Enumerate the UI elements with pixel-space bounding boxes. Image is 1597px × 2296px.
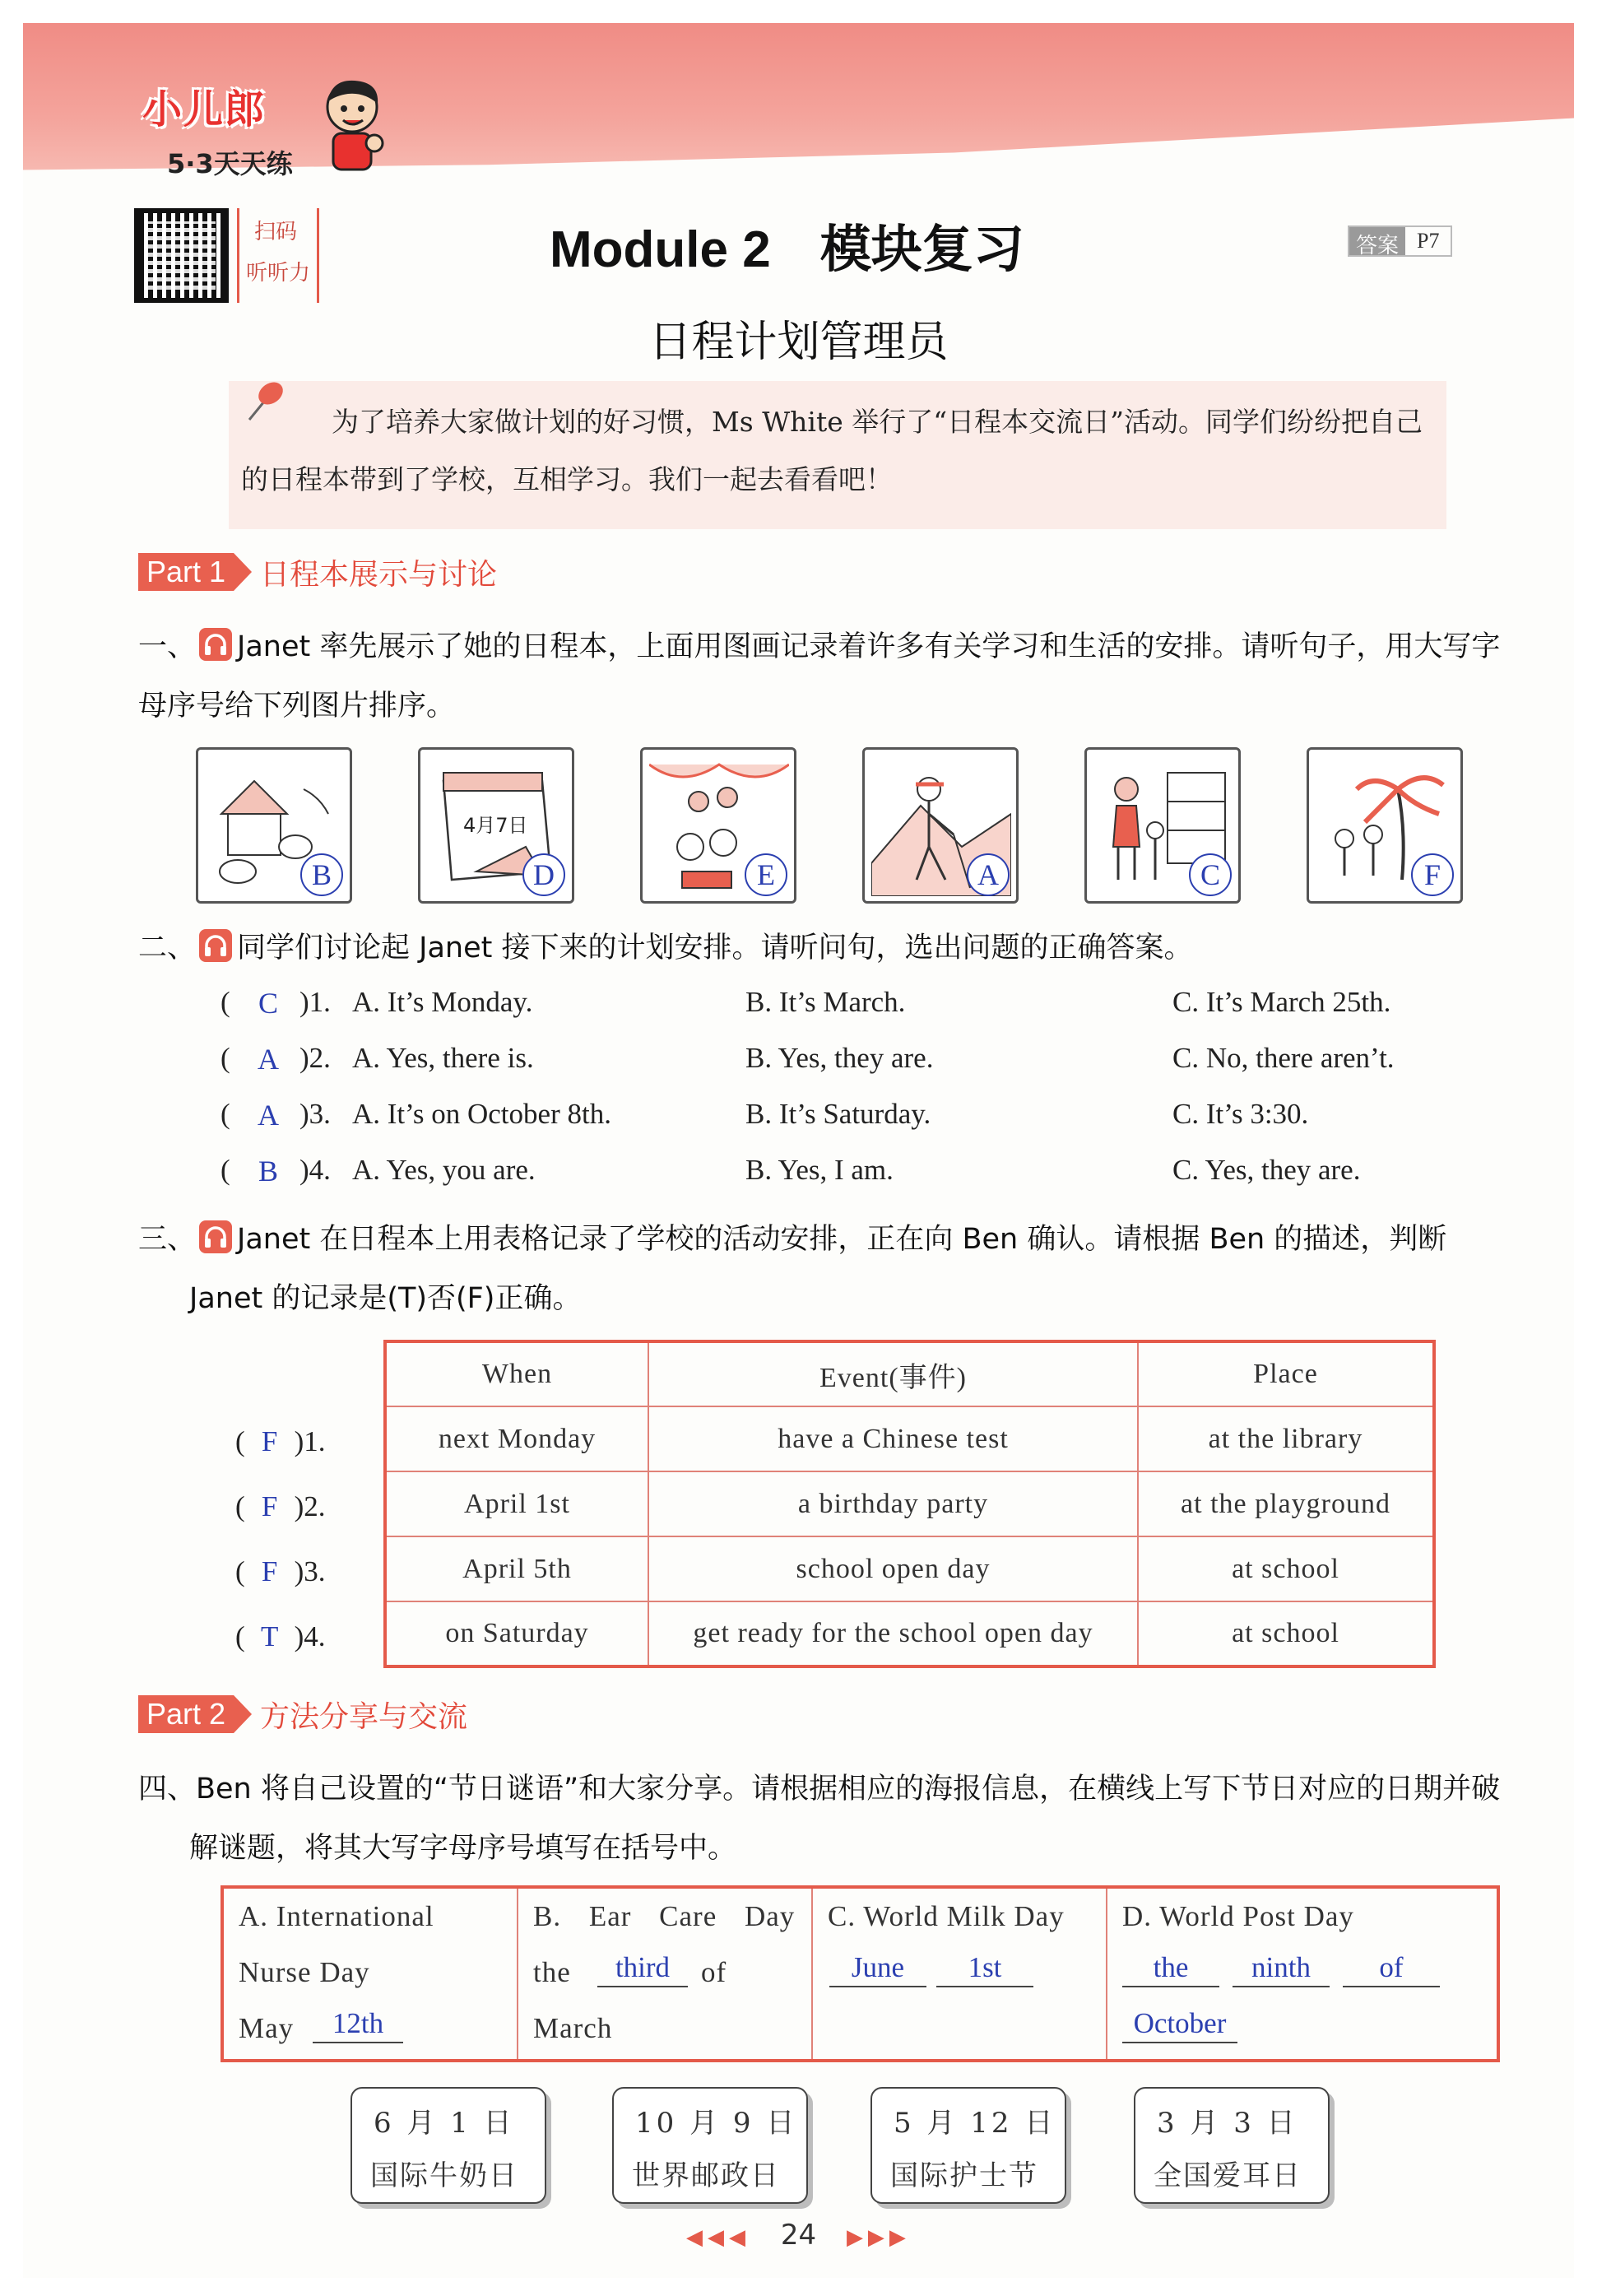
q2-item	[221, 986, 1504, 1035]
picture-shopping	[1084, 747, 1241, 904]
tf-number: )3.	[294, 1555, 326, 1587]
picture-answer: A	[967, 853, 1010, 896]
part2-tag: Part 2	[138, 1695, 234, 1733]
option-a: A. Yes, you are.	[352, 1154, 536, 1186]
picture-answer: E	[745, 853, 787, 896]
q2-answer: C	[258, 987, 278, 1020]
open-bracket: (	[221, 1042, 230, 1074]
table-row	[385, 1536, 1434, 1601]
riddle-line: Nurse Day	[239, 1956, 370, 1988]
picture-answer: D	[522, 853, 565, 896]
tf-answer: F	[261, 1555, 278, 1587]
module-title-cn: 模块复习	[819, 221, 1024, 278]
option-b: B. Yes, I am.	[745, 1154, 894, 1186]
option-c: C. Yes, they are.	[1172, 1154, 1361, 1186]
q4-text: Ben 将自己设置的“节日谜语”和大家分享。请根据相应的海报信息，在横线上写下节日对应的日期并破解谜题，将其大写字母序号填写在括号中。	[189, 1773, 1501, 1865]
picture-farm	[196, 747, 352, 904]
open-bracket: (	[221, 986, 230, 1018]
section-subtitle: 日程计划管理员	[648, 318, 949, 367]
question-4	[138, 1759, 1504, 1878]
answer-blank[interactable]: 1st	[936, 1951, 1033, 1987]
holiday-name: 世界邮政日	[632, 2159, 780, 2192]
riddle-cell-d	[1107, 1889, 1497, 2059]
riddle-line: May	[239, 2012, 295, 2044]
tf-answer: F	[261, 1490, 278, 1522]
tf-answer: F	[261, 1425, 278, 1457]
table-cell: April 1st	[385, 1471, 648, 1536]
tf-answer: T	[260, 1620, 279, 1652]
q2-item-number: )2.	[299, 1042, 331, 1074]
riddle-line: the	[533, 1956, 571, 1988]
part1-heading	[138, 551, 497, 593]
q1-number: 一、	[138, 630, 197, 663]
table-cell: on Saturday	[385, 1601, 648, 1666]
table-row	[385, 1406, 1434, 1471]
holiday-card	[1134, 2087, 1330, 2204]
answer-page: P7	[1417, 229, 1440, 253]
picture-party	[640, 747, 796, 904]
answer-blank[interactable]: third	[597, 1951, 688, 1987]
q3-number: 三、	[138, 1223, 197, 1256]
riddle-cell-a	[224, 1889, 518, 2059]
holiday-card	[351, 2087, 546, 2204]
brand-name: 小儿郎	[142, 86, 267, 132]
holiday-name: 全国爱耳日	[1154, 2159, 1302, 2192]
tf-number: )4.	[294, 1620, 326, 1652]
headphones-icon	[199, 929, 232, 962]
table-cell: April 5th	[385, 1536, 648, 1601]
table-cell: at school	[1138, 1536, 1434, 1601]
right-arrows-icon: ▶▶▶	[846, 2225, 911, 2250]
option-c: C. It’s March 25th.	[1172, 986, 1391, 1018]
qr-code-icon[interactable]	[134, 208, 229, 303]
question-1	[138, 617, 1504, 736]
holiday-name: 国际牛奶日	[370, 2159, 518, 2192]
module-title-en: Module 2	[550, 221, 771, 278]
answer-blank[interactable]: June	[829, 1951, 926, 1987]
q2-item	[221, 1098, 1504, 1147]
tf-item: ( F )3.	[235, 1539, 326, 1604]
tf-item: ( F )2.	[235, 1474, 326, 1539]
q3-text: Janet 在日程本上用表格记录了学校的活动安排，正在向 Ben 确认。请根据 Ben 的描述，判断 Janet 的记录是(T)否(F)正确。	[189, 1223, 1447, 1315]
q2-answer: A	[258, 1043, 279, 1076]
holiday-date: 6 月 1 日	[374, 2107, 515, 2140]
holiday-date: 3 月 3 日	[1157, 2107, 1298, 2140]
q2-number: 二、	[138, 932, 197, 964]
column-header: Place	[1138, 1341, 1434, 1406]
table-row	[385, 1601, 1434, 1666]
picture-calendar	[418, 747, 574, 904]
picture-hiking	[862, 747, 1019, 904]
riddle-line: D. World Post Day	[1122, 1900, 1354, 1932]
riddle-line: C. World Milk Day	[828, 1900, 1065, 1932]
q2-item-number: )1.	[299, 986, 331, 1018]
column-header: Event(事件)	[648, 1341, 1138, 1406]
table-cell: at school	[1138, 1601, 1434, 1666]
answer-blank[interactable]: of	[1343, 1951, 1440, 1987]
left-arrows-icon: ◀◀◀	[686, 2225, 751, 2250]
option-b: B. It’s March.	[745, 986, 906, 1018]
picture-answer: B	[300, 853, 343, 896]
brand-logo	[134, 72, 381, 188]
table-cell: have a Chinese test	[648, 1406, 1138, 1471]
answer-blank[interactable]: the	[1122, 1951, 1219, 1987]
part2-name: 方法分享与交流	[260, 1699, 468, 1734]
q2-item-number: )4.	[299, 1154, 331, 1186]
scan-text: 扫码	[254, 220, 298, 244]
option-b: B. Yes, they are.	[745, 1042, 934, 1074]
riddle-line: of	[701, 1956, 727, 1988]
page-title	[550, 208, 1024, 281]
q4-number: 四、	[138, 1773, 197, 1806]
answer-blank[interactable]: 12th	[313, 2007, 403, 2043]
question-2	[138, 918, 1504, 978]
q2-answer: A	[258, 1099, 279, 1132]
table-header-row	[385, 1341, 1434, 1406]
headphones-icon	[199, 1220, 232, 1253]
q1-text: Janet 率先展示了她的日程本，上面用图画记录着许多有关学习和生活的安排。请听句子，用大写字母序号给下列图片排序。	[138, 630, 1501, 723]
option-c: C. No, there aren’t.	[1172, 1042, 1395, 1074]
q2-answer: B	[258, 1155, 278, 1188]
scan-listen-label	[237, 208, 319, 303]
tf-item: ( F )1.	[235, 1409, 326, 1474]
series-name: 5·3天天练	[167, 148, 293, 179]
intro-text: 为了培养大家做计划的好习惯，Ms White 举行了“日程本交流日”活动。同学们纷纷把自己的日程本带到了学校，互相学习。我们一起去看看吧！	[241, 406, 1423, 495]
answer-page-badge	[1348, 225, 1452, 257]
calendar-date-text: 4月7日	[463, 814, 528, 837]
schedule-table	[383, 1340, 1436, 1668]
riddle-cell-b	[518, 1889, 813, 2059]
picture-beach	[1307, 747, 1463, 904]
q2-item	[221, 1042, 1504, 1091]
picture-answer: F	[1411, 853, 1454, 896]
table-cell: next Monday	[385, 1406, 648, 1471]
riddle-line: A. International	[239, 1900, 434, 1932]
tf-item: ( T )4.	[235, 1604, 326, 1669]
riddle-line: B. Ear Care Day	[533, 1900, 796, 1932]
open-bracket: (	[221, 1154, 230, 1186]
table-cell: at the library	[1138, 1406, 1434, 1471]
answer-label: 答案	[1349, 227, 1405, 255]
option-a: A. It’s Monday.	[352, 986, 533, 1018]
holiday-card	[870, 2087, 1066, 2204]
listen-text: 听听力	[246, 261, 311, 286]
tf-number: )2.	[294, 1490, 326, 1522]
column-header: When	[385, 1341, 648, 1406]
table-row	[385, 1471, 1434, 1536]
riddle-line: March	[533, 2012, 613, 2044]
picture-answer: C	[1189, 853, 1232, 896]
q2-text: 同学们讨论起 Janet 接下来的计划安排。请听问句，选出问题的正确答案。	[237, 932, 1193, 964]
page-number: 24	[780, 2219, 817, 2252]
table-cell: get ready for the school open day	[648, 1601, 1138, 1666]
question-3	[138, 1210, 1504, 1328]
page-footer	[0, 2219, 1597, 2252]
table-cell: school open day	[648, 1536, 1138, 1601]
part1-tag: Part 1	[138, 553, 234, 591]
table-cell: a birthday party	[648, 1471, 1138, 1536]
holiday-date: 10 月 9 日	[635, 2107, 798, 2140]
option-b: B. It’s Saturday.	[745, 1098, 931, 1130]
option-a: A. It’s on October 8th.	[352, 1098, 611, 1130]
q2-item	[221, 1154, 1504, 1203]
answer-blank[interactable]: ninth	[1233, 1951, 1330, 1987]
table-cell: at the playground	[1138, 1471, 1434, 1536]
holiday-date: 5 月 12 日	[894, 2107, 1056, 2140]
open-bracket: (	[221, 1098, 230, 1130]
riddle-cell-c	[813, 1889, 1107, 2059]
option-c: C. It’s 3:30.	[1172, 1098, 1309, 1130]
option-a: A. Yes, there is.	[352, 1042, 534, 1074]
answer-blank[interactable]: October	[1122, 2007, 1237, 2043]
headphones-icon	[199, 628, 232, 661]
holiday-riddle-table	[221, 1885, 1500, 2062]
holiday-card	[612, 2087, 808, 2204]
tf-number: )1.	[294, 1425, 326, 1457]
part1-name: 日程本展示与讨论	[260, 557, 498, 592]
part2-heading	[138, 1694, 467, 1735]
q2-item-number: )3.	[299, 1098, 331, 1130]
holiday-name: 国际护士节	[890, 2159, 1038, 2192]
worksheet-page	[23, 23, 1574, 2278]
mascot-icon	[315, 76, 389, 174]
